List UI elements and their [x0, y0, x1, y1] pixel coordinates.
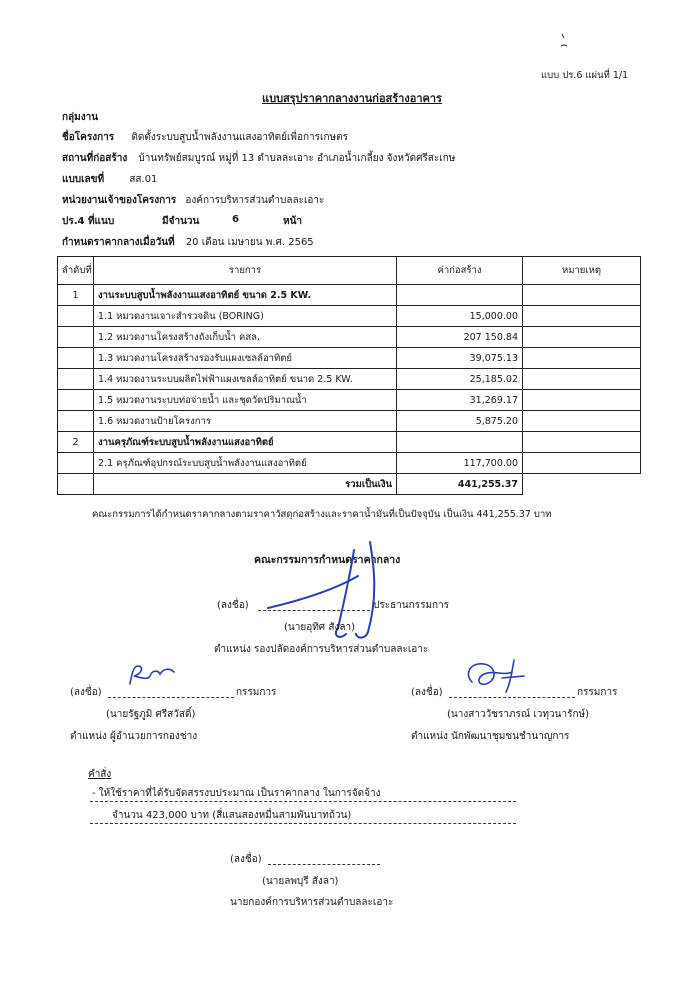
table-row	[58, 453, 641, 474]
row-cost: 25,185.02	[397, 369, 523, 390]
row-item: งานครุภัณฑ์ระบบสูบน้ำพลังงานแสงอาทิตย์	[94, 432, 397, 453]
row-item: 1.4 หมวดงานระบบผลิตไฟฟ้าแผงเซลล์อาทิตย์ ขนาด 2.5 KW.	[94, 369, 397, 390]
order-sign-prefix: (ลงชื่อ)	[230, 854, 262, 865]
table-row	[58, 306, 641, 327]
row-item: 1.3 หมวดงานโครงสร้างรองรับแผงเซลล์อาทิตย์	[94, 348, 397, 369]
row-note	[523, 390, 641, 411]
row-note	[523, 285, 641, 306]
owner-label: หน่วยงานเจ้าของโครงการ	[62, 195, 177, 206]
date-row	[62, 235, 314, 250]
table-row	[58, 369, 641, 390]
row-note	[523, 306, 641, 327]
member-left-sign-line	[108, 697, 234, 698]
plan-row	[62, 172, 157, 187]
member-right-signature-icon	[458, 652, 538, 698]
member-right-role: กรรมการ	[577, 687, 618, 698]
date-value: 20 เดือน เมษายน พ.ศ. 2565	[185, 237, 314, 248]
col-cost: ค่าก่อสร้าง	[397, 257, 523, 285]
order-sign-line	[268, 864, 380, 865]
row-note	[523, 453, 641, 474]
row-cost: 15,000.00	[397, 306, 523, 327]
count-label: มีจำนวน	[162, 216, 200, 227]
form-id: แบบ ปร.6 แผ่นที่ 1/1	[541, 70, 629, 81]
member-right-sign-prefix: (ลงชื่อ)	[411, 687, 443, 698]
row-no	[58, 306, 94, 327]
row-no	[58, 453, 94, 474]
corner-mark	[556, 32, 570, 52]
committee-heading: คณะกรรมการกำหนดราคากลาง	[254, 554, 401, 566]
row-cost: 31,269.17	[397, 390, 523, 411]
project-label: ชื่อโครงการ	[62, 132, 115, 143]
page-title: แบบสรุปราคากลางงานก่อสร้างอาคาร	[262, 92, 442, 105]
page-label: หน้า	[283, 216, 303, 227]
order-line1-rule	[90, 801, 516, 802]
attach-label: ปร.4 ที่แนบ	[62, 216, 115, 227]
row-no	[58, 369, 94, 390]
row-no: 2	[58, 432, 94, 453]
total-spacer	[58, 474, 94, 495]
count-value: 6	[232, 214, 239, 225]
chair-name: (นายอุทิศ สังลา)	[284, 622, 355, 633]
row-cost: 5,875.20	[397, 411, 523, 432]
row-note	[523, 411, 641, 432]
table-header-row	[58, 257, 641, 285]
chair-sign-prefix: (ลงชื่อ)	[217, 600, 249, 611]
row-no	[58, 390, 94, 411]
row-note	[523, 348, 641, 369]
row-note	[523, 369, 641, 390]
committee-statement: คณะกรรมการได้กำหนดราคากลางตามราคาวัสดุก่อสร้างและราคาน้ำมันที่เป็นปัจจุบัน เป็นเงิน 441,255.37 บาท	[92, 509, 552, 520]
site-value: บ้านทรัพย์สมบูรณ์ หมู่ที่ 13 ตำบลละเอาะ อำเภอน้ำเกลี้ยง จังหวัดศรีสะเกษ	[138, 153, 456, 164]
order-line1: - ให้ใช้ราคาที่ได้รับจัดสรรงบประมาณ เป็นราคากลาง ในการจัดจ้าง	[92, 788, 381, 799]
cost-table	[57, 256, 641, 495]
col-item: รายการ	[94, 257, 397, 285]
row-cost	[397, 432, 523, 453]
member-left-signature-icon	[122, 658, 182, 692]
order-line2-rule	[90, 823, 516, 824]
row-no	[58, 327, 94, 348]
row-no	[58, 411, 94, 432]
table-row	[58, 348, 641, 369]
order-heading: คำสั่ง	[88, 769, 112, 780]
col-no: ลำดับที่	[58, 257, 94, 285]
order-position: นายกองค์การบริหารส่วนตำบลละเอาะ	[230, 897, 394, 908]
chair-position: ตำแหน่ง รองปลัดองค์การบริหารส่วนตำบลละเอาะ	[214, 644, 429, 655]
row-cost: 117,700.00	[397, 453, 523, 474]
date-label: กำหนดราคากลางเมื่อวันที่	[62, 237, 175, 248]
table-row	[58, 285, 641, 306]
member-left-position: ตำแหน่ง ผู้อำนวยการกองช่าง	[70, 731, 198, 742]
row-item: 1.2 หมวดงานโครงสร้างถังเก็บน้ำ คสล.	[94, 327, 397, 348]
project-value: ติดตั้งระบบสูบน้ำพลังงานแสงอาทิตย์เพื่อการเกษตร	[131, 132, 348, 143]
table-row	[58, 411, 641, 432]
member-left-name: (นายรัฐภูมิ ศรีสวัสดิ์)	[106, 709, 196, 720]
owner-value: องค์การบริหารส่วนตำบลละเอาะ	[185, 195, 325, 206]
chair-role: ประธานกรรมการ	[373, 600, 450, 611]
row-cost: 207 150.84	[397, 327, 523, 348]
row-note	[523, 327, 641, 348]
owner-row	[62, 193, 324, 208]
member-left-role: กรรมการ	[236, 687, 277, 698]
total-label: รวมเป็นเงิน	[94, 474, 397, 495]
total-note	[523, 474, 641, 495]
row-item: 2.1 ครุภัณฑ์อุปกรณ์ระบบสูบน้ำพลังงานแสงอาทิตย์	[94, 453, 397, 474]
total-value: 441,255.37	[397, 474, 523, 495]
row-no	[58, 348, 94, 369]
site-label: สถานที่ก่อสร้าง	[62, 153, 128, 164]
row-item: งานระบบสูบน้ำพลังงานแสงอาทิตย์ ขนาด 2.5 KW.	[94, 285, 397, 306]
member-left-sign-prefix: (ลงชื่อ)	[70, 687, 102, 698]
plan-value: สส.01	[129, 174, 158, 185]
table-row	[58, 432, 641, 453]
row-cost: 39,075.13	[397, 348, 523, 369]
plan-label: แบบเลขที่	[62, 174, 105, 185]
member-right-name: (นางสาววัชราภรณ์ เวทุวนารักษ์)	[447, 709, 589, 720]
group-label: กลุ่มงาน	[62, 112, 99, 123]
project-row	[62, 130, 348, 145]
site-row	[62, 151, 455, 166]
table-row	[58, 327, 641, 348]
row-note	[523, 432, 641, 453]
member-right-position: ตำแหน่ง นักพัฒนาชุมชนชำนาญการ	[411, 731, 570, 742]
row-item: 1.6 หมวดงานป้ายโครงการ	[94, 411, 397, 432]
row-item: 1.1 หมวดงานเจาะสำรวจดิน (BORING)	[94, 306, 397, 327]
order-name: (นายลพบุรี สังลา)	[262, 876, 339, 887]
row-item: 1.5 หมวดงานระบบท่อจ่ายน้ำ และชุดวัดปริมาณน้ำ	[94, 390, 397, 411]
table-total-row	[58, 474, 641, 495]
table-row	[58, 390, 641, 411]
order-line2: จำนวน 423,000 บาท (สี่แสนสองหมื่นสามพันบาทถ้วน)	[112, 810, 352, 821]
col-note: หมายเหตุ	[523, 257, 641, 285]
row-cost	[397, 285, 523, 306]
row-no: 1	[58, 285, 94, 306]
